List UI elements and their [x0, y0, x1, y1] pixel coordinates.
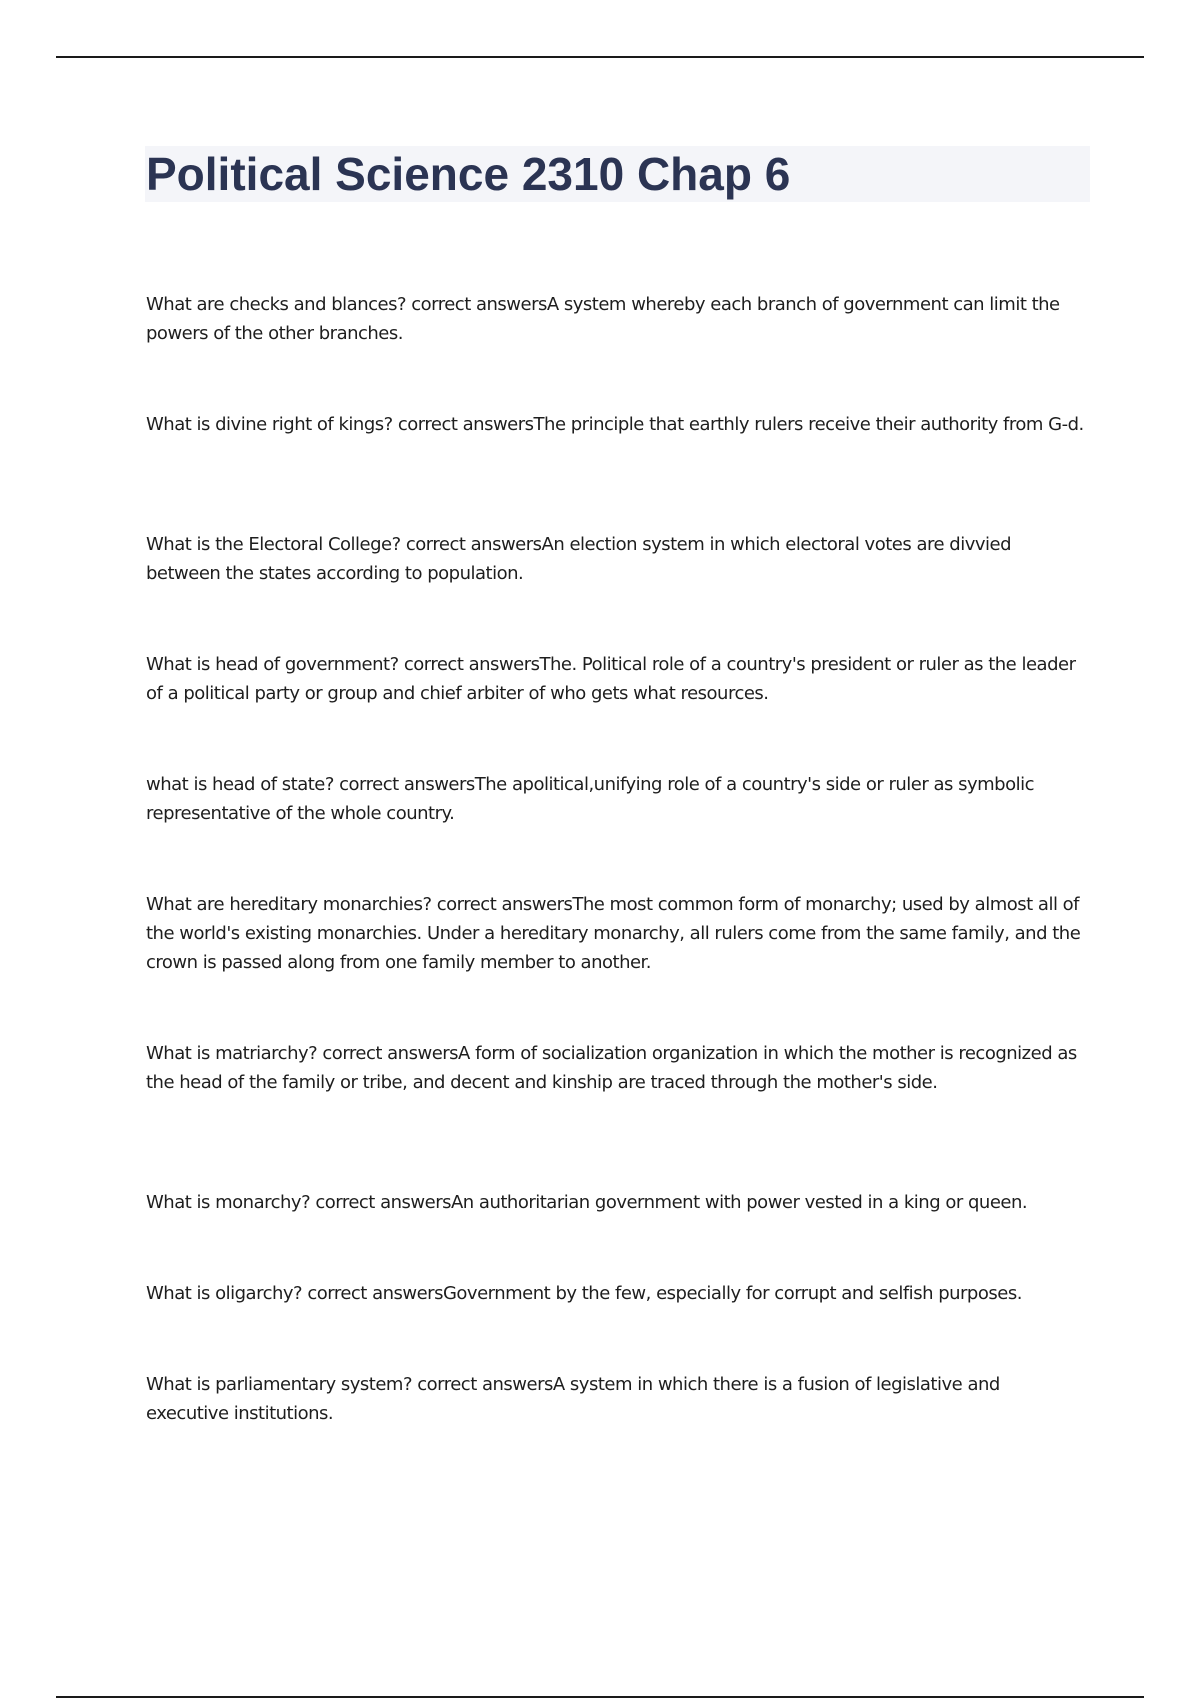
page-title: Political Science 2310 Chap 6	[146, 148, 791, 200]
qa-item-hereditary-monarchies: What are hereditary monarchies? correct answersThe most common form of monarchy; used by almost all of the world's existing monarchies. Under a hereditary monarchy, all rulers come from the same family, and the crown is passed along from one family member to another.	[146, 894, 1081, 973]
top-rule	[56, 56, 1144, 58]
qa-item-monarchy: What is monarchy? correct answersAn authoritarian government with power vested in a king or queen.	[146, 1192, 1028, 1213]
qa-item-oligarchy: What is oligarchy? correct answersGovernment by the few, especially for corrupt and selfish purposes.	[146, 1283, 1022, 1304]
qa-item-electoral-college: What is the Electoral College? correct answersAn election system in which electoral votes are divvied between the states according to population.	[146, 534, 1012, 584]
bottom-rule	[56, 1696, 1144, 1698]
qa-item-head-of-state: what is head of state? correct answersThe apolitical,unifying role of a country's side or ruler as symbolic representative of the whole country.	[146, 774, 1035, 824]
qa-item-parliamentary-system: What is parliamentary system? correct answersA system in which there is a fusion of legislative and executive institutions.	[146, 1374, 1000, 1424]
qa-item-divine-right: What is divine right of kings? correct answersThe principle that earthly rulers receive their authority from G-d.	[146, 414, 1084, 435]
qa-item-checks-and-balances: What are checks and blances? correct answersA system whereby each branch of government can limit the powers of the other branches.	[146, 294, 1060, 344]
qa-item-matriarchy: What is matriarchy? correct answersA form of socialization organization in which the mother is recognized as the head of the family or tribe, and decent and kinship are traced through the mother's side.	[146, 1043, 1077, 1093]
qa-item-head-of-government: What is head of government? correct answersThe. Political role of a country's president or ruler as the leader of a political party or group and chief arbiter of who gets what resources.	[146, 654, 1076, 704]
